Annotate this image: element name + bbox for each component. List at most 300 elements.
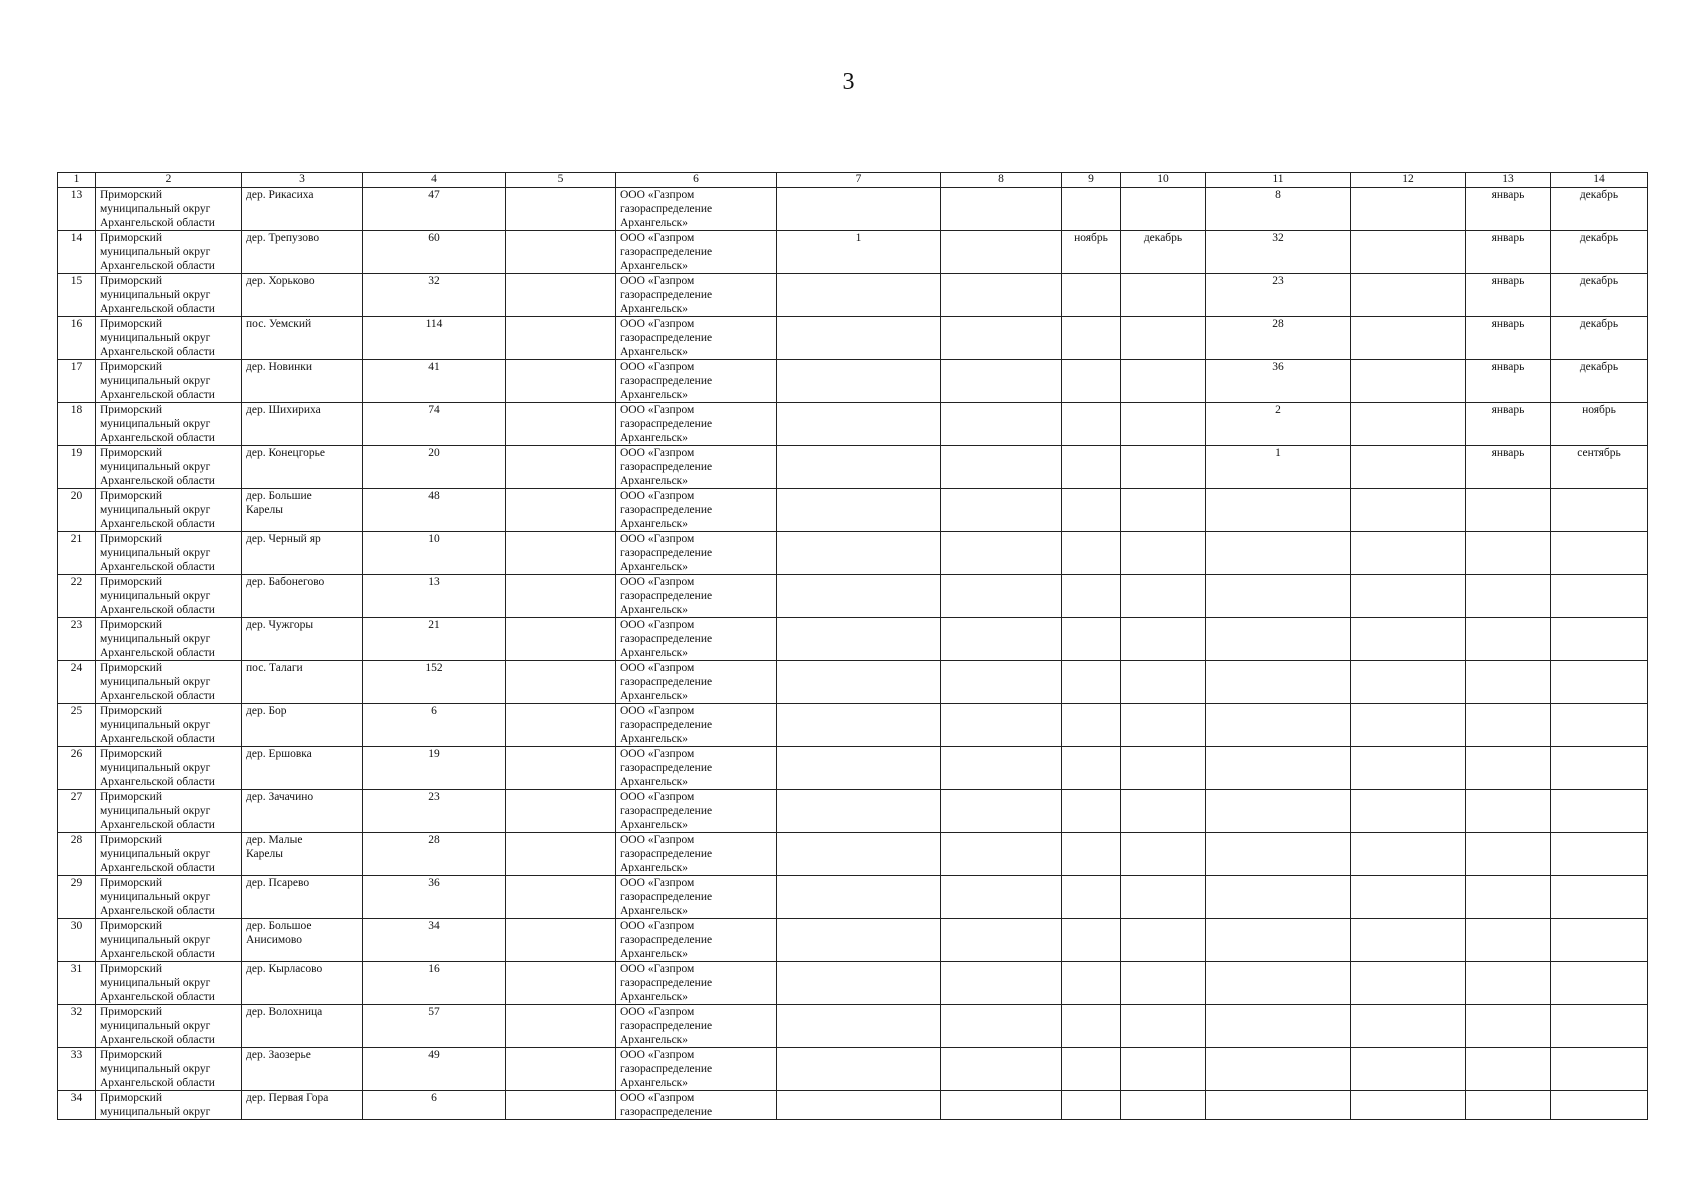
cell-operator-line: ООО «Газпром xyxy=(620,748,695,760)
cell-col12 xyxy=(1351,403,1466,446)
cell-col12 xyxy=(1351,360,1466,403)
cell-col11: 36 xyxy=(1206,360,1351,403)
cell-operator-line: ООО «Газпром xyxy=(620,318,695,330)
cell-col4: 6 xyxy=(363,704,506,747)
cell-col11: 1 xyxy=(1206,446,1351,489)
cell-col8 xyxy=(941,360,1062,403)
cell-municipality xyxy=(96,790,242,833)
cell-operator-line: Архангельск» xyxy=(620,991,689,1003)
cell-col5 xyxy=(506,1005,616,1048)
cell-col5 xyxy=(506,317,616,360)
cell-settlement-line: дер. Волохница xyxy=(246,1006,323,1018)
cell-col7 xyxy=(777,919,941,962)
cell-col13 xyxy=(1466,618,1551,661)
cell-col13: январь xyxy=(1466,446,1551,489)
cell-settlement xyxy=(242,317,363,360)
cell-operator-line: ООО «Газпром xyxy=(620,404,695,416)
column-header-7: 7 xyxy=(777,173,941,188)
column-header-8: 8 xyxy=(941,173,1062,188)
cell-col12 xyxy=(1351,188,1466,231)
cell-col4: 19 xyxy=(363,747,506,790)
cell-operator-line: газораспределение xyxy=(620,676,713,688)
cell-col14 xyxy=(1551,1048,1648,1091)
cell-col5 xyxy=(506,1048,616,1091)
cell-col13 xyxy=(1466,962,1551,1005)
cell-col8 xyxy=(941,833,1062,876)
cell-number: 30 xyxy=(58,919,96,962)
cell-col7 xyxy=(777,661,941,704)
cell-col14: ноябрь xyxy=(1551,403,1648,446)
cell-operator-line: Архангельск» xyxy=(620,303,689,315)
cell-col9 xyxy=(1062,446,1121,489)
cell-col4: 74 xyxy=(363,403,506,446)
cell-col12 xyxy=(1351,1005,1466,1048)
cell-operator xyxy=(616,231,777,274)
cell-col13 xyxy=(1466,575,1551,618)
cell-col14 xyxy=(1551,747,1648,790)
cell-col12 xyxy=(1351,790,1466,833)
cell-col10 xyxy=(1121,489,1206,532)
cell-col10 xyxy=(1121,919,1206,962)
table-row xyxy=(58,919,1648,962)
cell-col10 xyxy=(1121,962,1206,1005)
table-row xyxy=(58,1091,1648,1120)
cell-municipality-line: муниципальный округ xyxy=(100,289,211,301)
cell-col4: 48 xyxy=(363,489,506,532)
cell-municipality-line: Приморский xyxy=(100,1049,162,1061)
cell-col10 xyxy=(1121,403,1206,446)
cell-settlement xyxy=(242,360,363,403)
cell-municipality-line: Архангельской области xyxy=(100,905,215,917)
cell-municipality-line: Архангельской области xyxy=(100,303,215,315)
cell-col14 xyxy=(1551,876,1648,919)
cell-col5 xyxy=(506,360,616,403)
cell-settlement-line: Карелы xyxy=(246,848,283,860)
cell-settlement-line: дер. Зачачино xyxy=(246,791,314,803)
cell-settlement-line: дер. Первая Гора xyxy=(246,1092,329,1104)
cell-settlement xyxy=(242,1048,363,1091)
cell-municipality-line: Архангельской области xyxy=(100,217,215,229)
cell-col13 xyxy=(1466,1005,1551,1048)
cell-municipality-line: Архангельской области xyxy=(100,475,215,487)
cell-col11 xyxy=(1206,1048,1351,1091)
cell-col12 xyxy=(1351,962,1466,1005)
cell-municipality-line: Приморский xyxy=(100,189,162,201)
cell-col11: 32 xyxy=(1206,231,1351,274)
cell-municipality-line: Архангельской области xyxy=(100,346,215,358)
cell-col9 xyxy=(1062,962,1121,1005)
cell-municipality xyxy=(96,1048,242,1091)
cell-municipality-line: Архангельской области xyxy=(100,647,215,659)
cell-operator xyxy=(616,403,777,446)
cell-col7 xyxy=(777,489,941,532)
cell-municipality-line: муниципальный округ xyxy=(100,762,211,774)
cell-col11: 23 xyxy=(1206,274,1351,317)
cell-settlement xyxy=(242,532,363,575)
cell-col7 xyxy=(777,446,941,489)
table-row xyxy=(58,575,1648,618)
cell-col9 xyxy=(1062,575,1121,618)
cell-col10 xyxy=(1121,274,1206,317)
cell-operator xyxy=(616,1005,777,1048)
cell-col13 xyxy=(1466,661,1551,704)
cell-col10 xyxy=(1121,790,1206,833)
cell-settlement-line: дер. Большое xyxy=(246,920,312,932)
cell-number: 16 xyxy=(58,317,96,360)
cell-col9 xyxy=(1062,360,1121,403)
cell-col4: 13 xyxy=(363,575,506,618)
cell-operator-line: ООО «Газпром xyxy=(620,361,695,373)
cell-municipality-line: Приморский xyxy=(100,705,162,717)
table-row xyxy=(58,1005,1648,1048)
cell-col14: декабрь xyxy=(1551,188,1648,231)
cell-operator-line: ООО «Газпром xyxy=(620,232,695,244)
cell-col10 xyxy=(1121,704,1206,747)
cell-col8 xyxy=(941,317,1062,360)
cell-col12 xyxy=(1351,661,1466,704)
table-row xyxy=(58,833,1648,876)
cell-settlement-line: дер. Конецгорье xyxy=(246,447,325,459)
cell-col11 xyxy=(1206,1091,1351,1120)
cell-col4: 114 xyxy=(363,317,506,360)
cell-col10 xyxy=(1121,618,1206,661)
cell-col7: 1 xyxy=(777,231,941,274)
cell-settlement xyxy=(242,446,363,489)
cell-col4: 20 xyxy=(363,446,506,489)
cell-settlement-line: дер. Малые xyxy=(246,834,303,846)
cell-col7 xyxy=(777,747,941,790)
cell-col9 xyxy=(1062,274,1121,317)
cell-municipality-line: Приморский xyxy=(100,963,162,975)
cell-settlement-line: дер. Кырласово xyxy=(246,963,323,975)
cell-settlement xyxy=(242,876,363,919)
cell-col7 xyxy=(777,833,941,876)
cell-municipality-line: Приморский xyxy=(100,1006,162,1018)
cell-municipality-line: муниципальный округ xyxy=(100,1106,211,1118)
cell-col11 xyxy=(1206,575,1351,618)
cell-number: 13 xyxy=(58,188,96,231)
cell-operator-line: ООО «Газпром xyxy=(620,619,695,631)
cell-col13: январь xyxy=(1466,188,1551,231)
cell-number: 25 xyxy=(58,704,96,747)
column-header-12: 12 xyxy=(1351,173,1466,188)
cell-col8 xyxy=(941,274,1062,317)
cell-col11 xyxy=(1206,489,1351,532)
table-row xyxy=(58,661,1648,704)
cell-number: 28 xyxy=(58,833,96,876)
table-row xyxy=(58,876,1648,919)
cell-operator-line: газораспределение xyxy=(620,1106,713,1118)
cell-number: 21 xyxy=(58,532,96,575)
cell-col14 xyxy=(1551,704,1648,747)
cell-col14: декабрь xyxy=(1551,231,1648,274)
cell-operator-line: Архангельск» xyxy=(620,604,689,616)
cell-col9: ноябрь xyxy=(1062,231,1121,274)
cell-col9 xyxy=(1062,403,1121,446)
cell-settlement xyxy=(242,661,363,704)
cell-operator xyxy=(616,876,777,919)
cell-col10 xyxy=(1121,1048,1206,1091)
cell-col13 xyxy=(1466,876,1551,919)
column-header-3: 3 xyxy=(242,173,363,188)
cell-col12 xyxy=(1351,704,1466,747)
cell-col12 xyxy=(1351,747,1466,790)
table-header-row xyxy=(58,173,1648,188)
cell-col8 xyxy=(941,403,1062,446)
cell-col10 xyxy=(1121,661,1206,704)
cell-col5 xyxy=(506,188,616,231)
table-row xyxy=(58,403,1648,446)
cell-settlement xyxy=(242,747,363,790)
cell-number: 19 xyxy=(58,446,96,489)
cell-operator xyxy=(616,532,777,575)
cell-operator-line: ООО «Газпром xyxy=(620,576,695,588)
cell-col7 xyxy=(777,1005,941,1048)
cell-col11 xyxy=(1206,790,1351,833)
cell-col8 xyxy=(941,876,1062,919)
cell-municipality-line: Приморский xyxy=(100,576,162,588)
cell-col5 xyxy=(506,790,616,833)
cell-municipality xyxy=(96,575,242,618)
cell-municipality-line: Приморский xyxy=(100,318,162,330)
cell-number: 20 xyxy=(58,489,96,532)
cell-settlement-line: дер. Рикасиха xyxy=(246,189,314,201)
cell-operator-line: газораспределение xyxy=(620,461,713,473)
table-row xyxy=(58,962,1648,1005)
cell-col8 xyxy=(941,1091,1062,1120)
cell-municipality-line: Приморский xyxy=(100,791,162,803)
table-row xyxy=(58,188,1648,231)
table-row xyxy=(58,231,1648,274)
cell-col13 xyxy=(1466,1048,1551,1091)
cell-col4: 6 xyxy=(363,1091,506,1120)
cell-col4: 57 xyxy=(363,1005,506,1048)
cell-col7 xyxy=(777,532,941,575)
table-row xyxy=(58,618,1648,661)
cell-settlement-line: дер. Трепузово xyxy=(246,232,320,244)
cell-col13 xyxy=(1466,1091,1551,1120)
cell-col10 xyxy=(1121,317,1206,360)
cell-col12 xyxy=(1351,446,1466,489)
cell-col7 xyxy=(777,962,941,1005)
cell-col14 xyxy=(1551,833,1648,876)
cell-operator-line: Архангельск» xyxy=(620,905,689,917)
cell-municipality xyxy=(96,704,242,747)
cell-col8 xyxy=(941,704,1062,747)
cell-col10 xyxy=(1121,188,1206,231)
cell-col10 xyxy=(1121,1005,1206,1048)
cell-operator-line: Архангельск» xyxy=(620,819,689,831)
schedule-table xyxy=(57,172,1648,1120)
column-header-1: 1 xyxy=(58,173,96,188)
cell-operator-line: Архангельск» xyxy=(620,647,689,659)
cell-municipality xyxy=(96,618,242,661)
cell-col8 xyxy=(941,489,1062,532)
cell-col13 xyxy=(1466,747,1551,790)
cell-col12 xyxy=(1351,1091,1466,1120)
cell-operator-line: газораспределение xyxy=(620,891,713,903)
cell-col4: 34 xyxy=(363,919,506,962)
cell-operator-line: ООО «Газпром xyxy=(620,920,695,932)
column-header-14: 14 xyxy=(1551,173,1648,188)
cell-municipality-line: Архангельской области xyxy=(100,819,215,831)
cell-operator xyxy=(616,1048,777,1091)
cell-municipality-line: муниципальный округ xyxy=(100,590,211,602)
cell-settlement-line: дер. Хорьково xyxy=(246,275,315,287)
cell-col9 xyxy=(1062,661,1121,704)
cell-col7 xyxy=(777,575,941,618)
table-row xyxy=(58,790,1648,833)
cell-col13: январь xyxy=(1466,317,1551,360)
cell-operator-line: газораспределение xyxy=(620,289,713,301)
cell-municipality-line: муниципальный округ xyxy=(100,332,211,344)
cell-col9 xyxy=(1062,489,1121,532)
cell-col13 xyxy=(1466,790,1551,833)
cell-municipality-line: Архангельской области xyxy=(100,862,215,874)
cell-col14 xyxy=(1551,919,1648,962)
cell-col14 xyxy=(1551,790,1648,833)
cell-col14: декабрь xyxy=(1551,317,1648,360)
cell-col11 xyxy=(1206,532,1351,575)
cell-col13 xyxy=(1466,704,1551,747)
cell-col10: декабрь xyxy=(1121,231,1206,274)
cell-operator-line: ООО «Газпром xyxy=(620,1092,695,1104)
cell-municipality-line: Приморский xyxy=(100,361,162,373)
cell-col7 xyxy=(777,1048,941,1091)
cell-col14 xyxy=(1551,1091,1648,1120)
table-row xyxy=(58,317,1648,360)
cell-municipality-line: Архангельской области xyxy=(100,1034,215,1046)
cell-col5 xyxy=(506,575,616,618)
cell-col14: декабрь xyxy=(1551,360,1648,403)
cell-col5 xyxy=(506,446,616,489)
cell-municipality-line: Архангельской области xyxy=(100,432,215,444)
cell-operator-line: газораспределение xyxy=(620,332,713,344)
cell-col8 xyxy=(941,747,1062,790)
cell-operator xyxy=(616,833,777,876)
cell-col14 xyxy=(1551,962,1648,1005)
cell-municipality-line: Архангельской области xyxy=(100,260,215,272)
cell-col11 xyxy=(1206,962,1351,1005)
cell-operator xyxy=(616,747,777,790)
cell-number: 27 xyxy=(58,790,96,833)
cell-number: 18 xyxy=(58,403,96,446)
cell-operator-line: газораспределение xyxy=(620,934,713,946)
cell-number: 24 xyxy=(58,661,96,704)
cell-col9 xyxy=(1062,704,1121,747)
cell-col4: 36 xyxy=(363,876,506,919)
cell-col5 xyxy=(506,231,616,274)
cell-col10 xyxy=(1121,747,1206,790)
cell-municipality-line: Приморский xyxy=(100,748,162,760)
cell-col11 xyxy=(1206,704,1351,747)
table-row xyxy=(58,532,1648,575)
cell-col9 xyxy=(1062,919,1121,962)
cell-settlement xyxy=(242,833,363,876)
cell-col4: 152 xyxy=(363,661,506,704)
cell-col9 xyxy=(1062,1048,1121,1091)
cell-operator-line: Архангельск» xyxy=(620,475,689,487)
cell-operator-line: газораспределение xyxy=(620,719,713,731)
column-header-10: 10 xyxy=(1121,173,1206,188)
cell-number: 22 xyxy=(58,575,96,618)
cell-settlement xyxy=(242,704,363,747)
table-row xyxy=(58,747,1648,790)
cell-settlement xyxy=(242,274,363,317)
cell-municipality-line: Приморский xyxy=(100,404,162,416)
cell-number: 15 xyxy=(58,274,96,317)
cell-operator-line: ООО «Газпром xyxy=(620,791,695,803)
cell-operator-line: ООО «Газпром xyxy=(620,533,695,545)
cell-operator-line: Архангельск» xyxy=(620,776,689,788)
cell-municipality-line: Архангельской области xyxy=(100,561,215,573)
cell-col14: декабрь xyxy=(1551,274,1648,317)
table-row xyxy=(58,274,1648,317)
cell-operator xyxy=(616,188,777,231)
cell-col11 xyxy=(1206,833,1351,876)
cell-settlement-line: дер. Ершовка xyxy=(246,748,312,760)
cell-col10 xyxy=(1121,532,1206,575)
cell-col7 xyxy=(777,704,941,747)
cell-settlement-line: Карелы xyxy=(246,504,283,516)
cell-operator-line: газораспределение xyxy=(620,805,713,817)
cell-operator-line: газораспределение xyxy=(620,547,713,559)
cell-col5 xyxy=(506,403,616,446)
cell-number: 34 xyxy=(58,1091,96,1120)
cell-municipality-line: Приморский xyxy=(100,232,162,244)
cell-municipality-line: муниципальный округ xyxy=(100,504,211,516)
cell-col12 xyxy=(1351,317,1466,360)
cell-col12 xyxy=(1351,1048,1466,1091)
cell-settlement xyxy=(242,575,363,618)
cell-municipality-line: Архангельской области xyxy=(100,690,215,702)
cell-col8 xyxy=(941,962,1062,1005)
cell-operator-line: Архангельск» xyxy=(620,217,689,229)
cell-operator-line: ООО «Газпром xyxy=(620,189,695,201)
cell-municipality xyxy=(96,833,242,876)
cell-municipality-line: муниципальный округ xyxy=(100,719,211,731)
cell-operator xyxy=(616,360,777,403)
cell-operator-line: газораспределение xyxy=(620,633,713,645)
cell-operator-line: Архангельск» xyxy=(620,389,689,401)
table-body xyxy=(58,188,1648,1120)
column-header-5: 5 xyxy=(506,173,616,188)
column-header-13: 13 xyxy=(1466,173,1551,188)
cell-operator-line: газораспределение xyxy=(620,1020,713,1032)
cell-municipality xyxy=(96,962,242,1005)
cell-operator-line: газораспределение xyxy=(620,590,713,602)
cell-col8 xyxy=(941,1005,1062,1048)
cell-operator xyxy=(616,704,777,747)
cell-col10 xyxy=(1121,833,1206,876)
cell-number: 17 xyxy=(58,360,96,403)
cell-settlement-line: дер. Чужгоры xyxy=(246,619,314,631)
cell-operator xyxy=(616,790,777,833)
cell-col13 xyxy=(1466,833,1551,876)
cell-col9 xyxy=(1062,532,1121,575)
cell-operator-line: ООО «Газпром xyxy=(620,705,695,717)
cell-municipality-line: муниципальный округ xyxy=(100,977,211,989)
cell-number: 23 xyxy=(58,618,96,661)
cell-col12 xyxy=(1351,489,1466,532)
cell-settlement xyxy=(242,403,363,446)
cell-col7 xyxy=(777,1091,941,1120)
cell-col14 xyxy=(1551,661,1648,704)
cell-operator-line: ООО «Газпром xyxy=(620,662,695,674)
cell-col9 xyxy=(1062,1005,1121,1048)
cell-settlement xyxy=(242,489,363,532)
cell-col14 xyxy=(1551,618,1648,661)
